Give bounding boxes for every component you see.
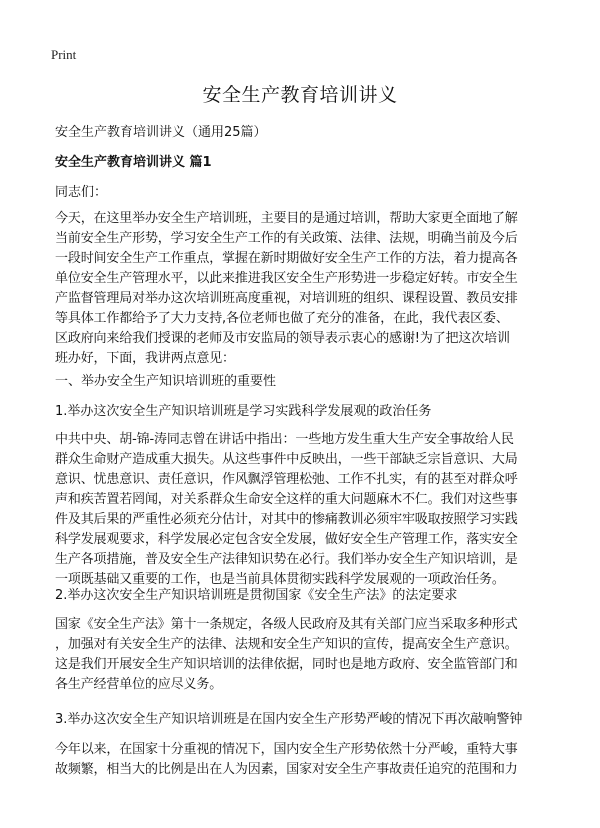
paragraph-line: 今年以来，在国家十分重视的情况下，国内安全生产形势依然十分严峻，重特大事 [55,742,518,757]
paragraph-line: ，加强对有关安全生产的法律、法规和安全生产知识的宣传，提高安全生产意识。 [55,637,518,652]
paragraph-line: 声和疾苦置若罔闻，对关系群众生命安全这样的重大问题麻木不仁。我们对这些事 [55,492,518,507]
subheading-legal-requirement: 2.举办这次安全生产知识培训班是贯彻国家《安全生产法》的法定要求 [55,588,458,603]
paragraph-line: 各生产经营单位的应尽义务。 [55,677,223,692]
subheading-warning: 3.举办这次安全生产知识培训班是在国内安全生产形势严峻的情况下再次敲响警钟 [55,712,523,727]
paragraph-line: 区政府向来给我们授课的老师及市安监局的领导表示衷心的感谢!为了把这次培训 [55,331,510,346]
paragraph-legal-requirement [55,615,547,695]
paragraph-line: 产监督管理局对举办这次培训班高度重视，对培训班的组织、课程设置、教员安排 [55,291,518,306]
paragraph-line: 科学发展观要求，科学发展必定包含安全发展，做好安全生产管理工作，落实安全 [55,532,518,547]
paragraph-line: 单位安全生产管理水平，以此来推进我区安全生产形势进一步稳定好转。市安全生 [55,271,518,286]
paragraph-line: 意识、忧患意识、责任意识，作风飘浮管理松弛、工作不扎实，有的甚至对群众呼 [55,472,518,487]
page-title: 安全生产教育培训讲义 [202,84,398,106]
paragraph-line: 这是我们开展安全生产知识培训的法律依据，同时也是地方政府、安全监管部门和 [55,657,518,672]
print-link[interactable]: Print [51,47,77,62]
document-subtitle: 安全生产教育培训讲义（通用25篇） [55,125,267,140]
paragraph-political-task [55,430,547,590]
paragraph-line: 一段时间安全生产工作重点，掌握在新时期做好安全生产工作的方法，着力提高各 [55,251,518,266]
paragraph-line: 生产各项措施，普及安全生产法律知识势在必行。我们举办安全生产知识培训，是 [55,552,518,567]
paragraph-line: 群众生命财产造成重大损失。从这些事件中反映出，一些干部缺乏宗旨意识、大局 [55,452,518,467]
section-heading: 安全生产教育培训讲义 篇1 [55,155,212,170]
paragraph-line: 今天，在这里举办安全生产培训班，主要目的是通过培训，帮助大家更全面地了解 [55,211,518,226]
paragraph-line: 故频繁，相当大的比例是出在人为因素，国家对安全生产事故责任追究的范围和力 [55,762,518,777]
paragraph-line: 国家《安全生产法》第十一条规定，各级人民政府及其有关部门应当采取多种形式 [55,617,518,632]
heading-importance: 一、举办安全生产知识培训班的重要性 [55,374,277,389]
paragraph-line: 一项既基础又重要的工作，也是当前具体贯彻实践科学发展观的一项政治任务。 [55,572,505,587]
paragraph-warning [55,740,547,780]
paragraph-line: 等具体工作都给予了大力支持,各位老师也做了充分的准备，在此，我代表区委、 [55,311,509,326]
paragraph-line: 班办好，下面，我讲两点意见： [55,351,235,366]
paragraph-line: 中共中央、胡-锦-涛同志曾在讲话中指出：一些地方发生重大生产安全事故给人民 [55,432,514,447]
greeting: 同志们： [55,185,108,200]
paragraph-line: 件及其后果的严重性必须充分估计，对其中的惨痛教训必须牢牢吸取按照学习实践 [55,512,518,527]
paragraph-intro [55,209,547,369]
subheading-political-task: 1.举办这次安全生产知识培训班是学习实践科学发展观的政治任务 [55,404,432,419]
paragraph-line: 当前安全生产形势，学习安全生产工作的有关政策、法律、法规，明确当前及今后 [55,231,518,246]
